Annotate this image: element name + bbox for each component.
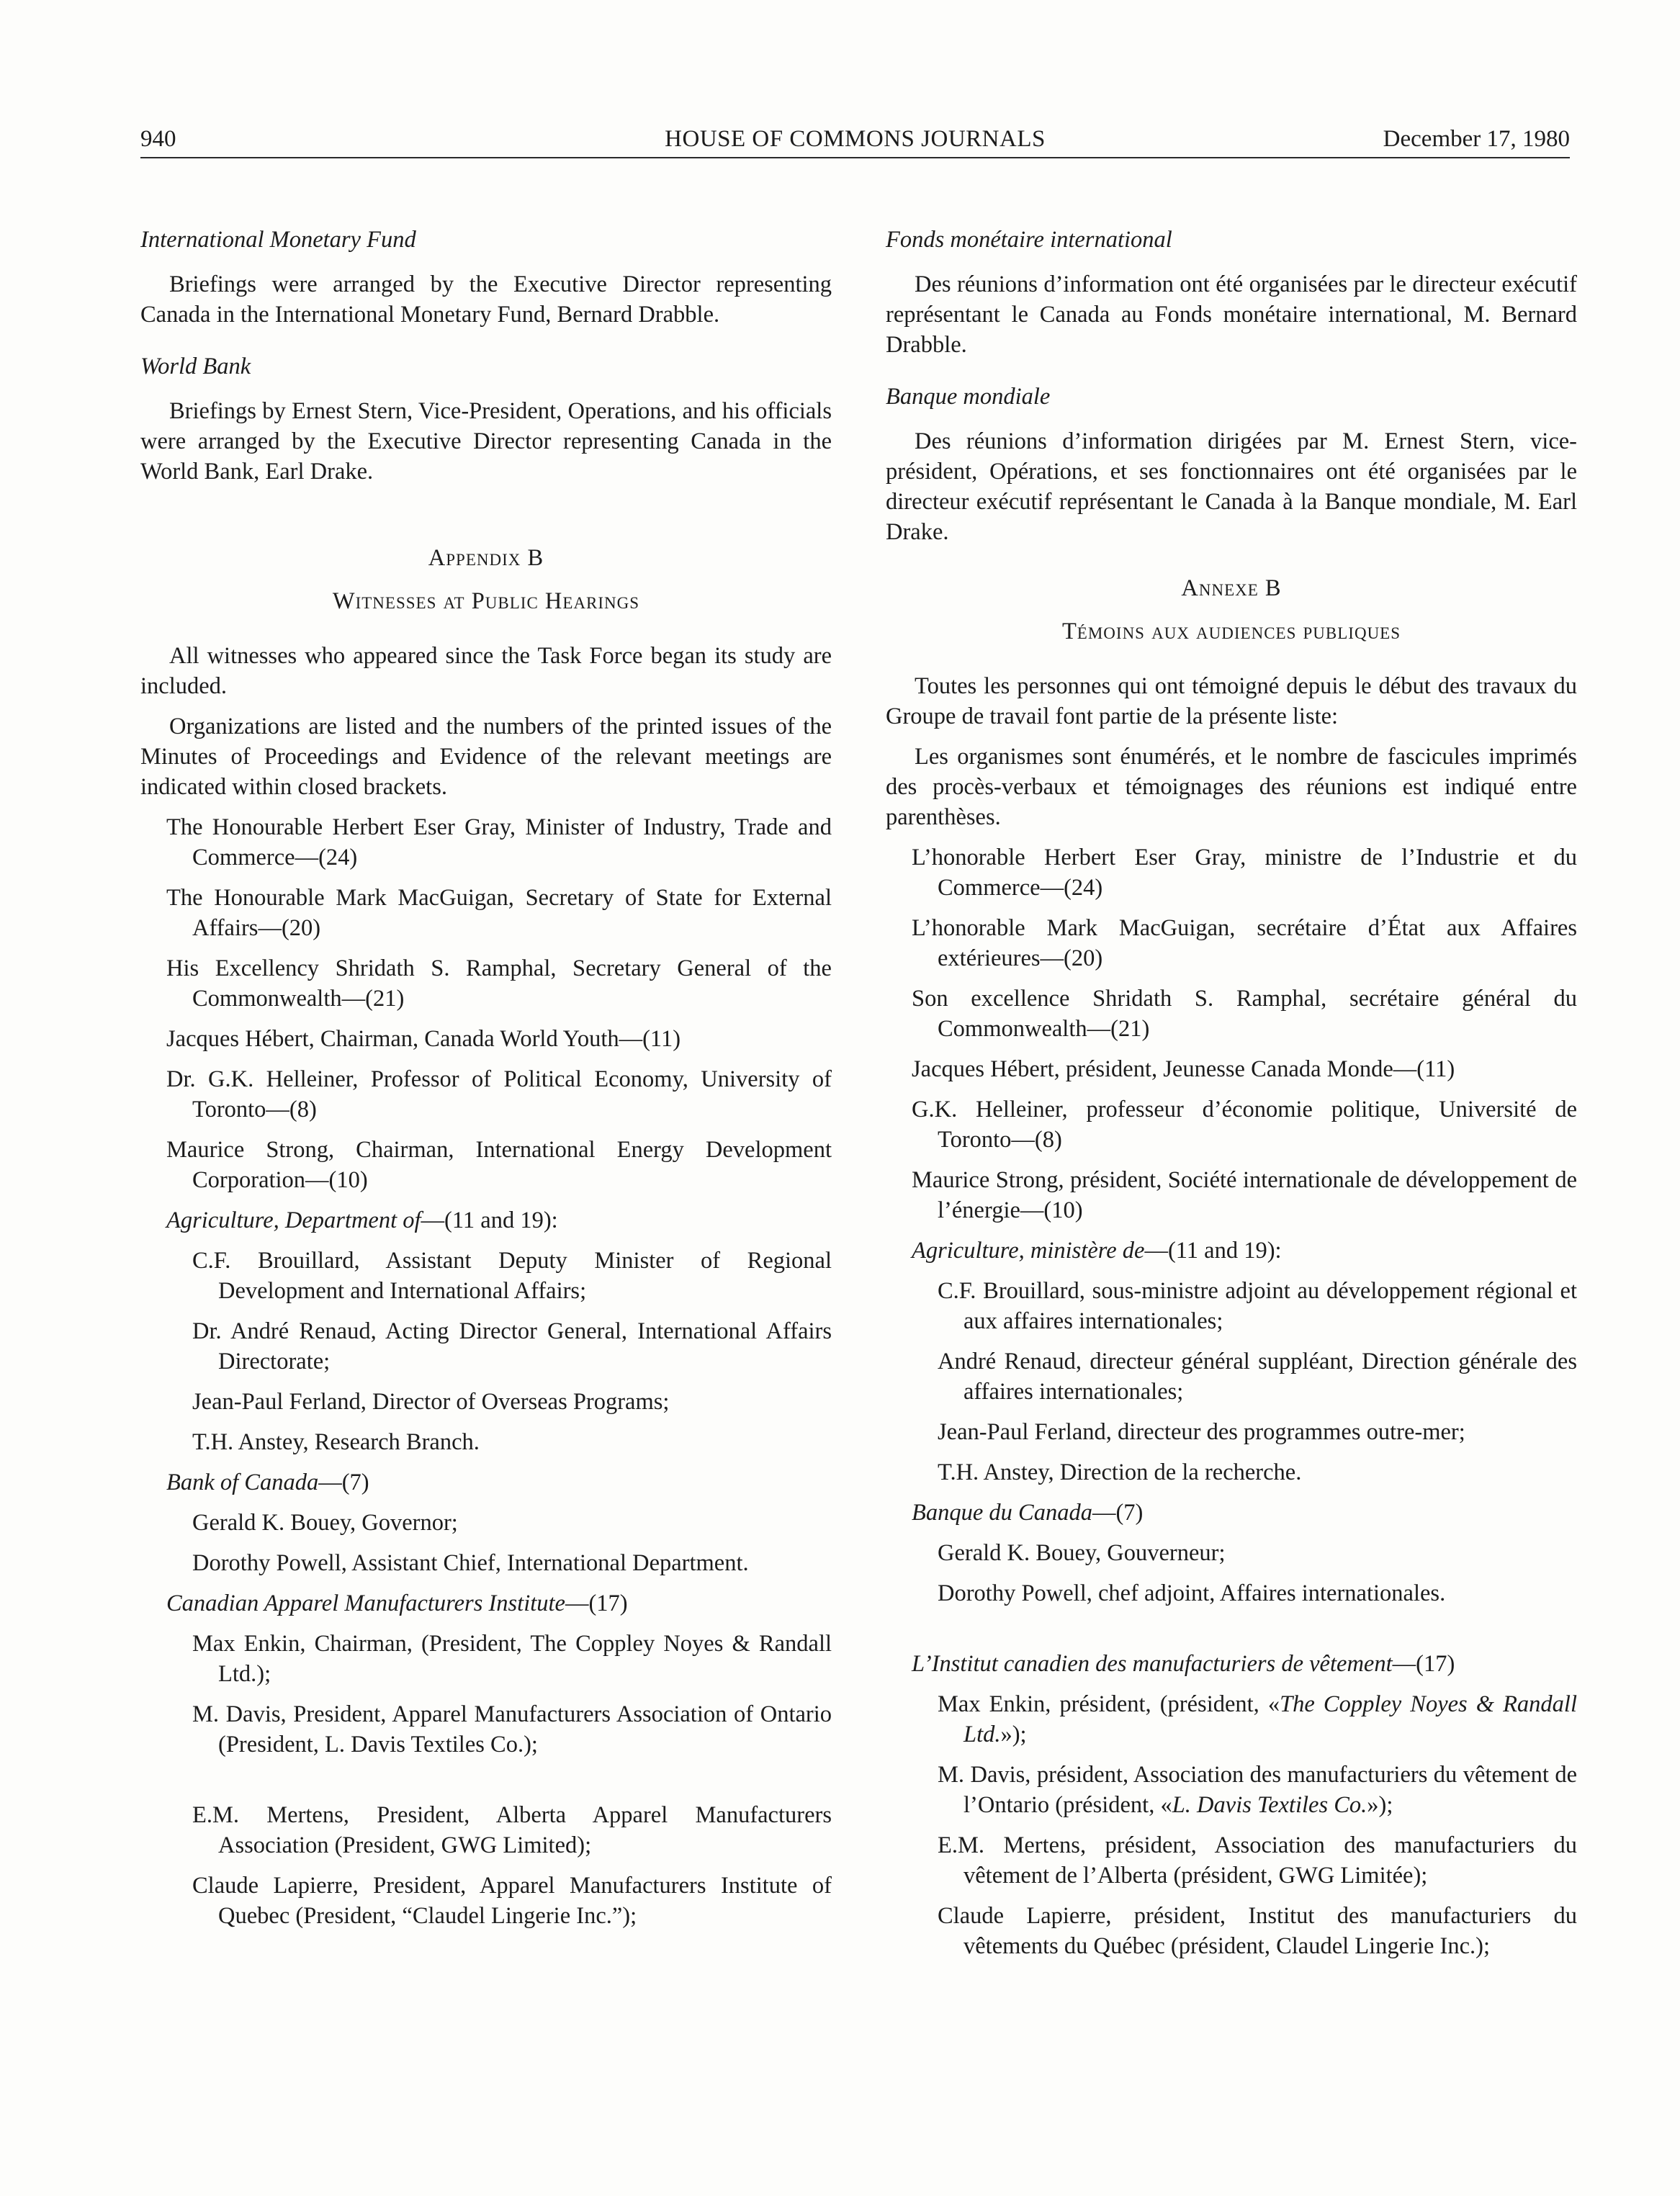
witness-entry: E.M. Mertens, President, Alberta Apparel Manufacturers Association (President, GWG Limited);: [192, 1802, 832, 1858]
section-title-world-bank: World Bank: [140, 354, 251, 379]
organization-heading: [166, 1205, 832, 1236]
organization-name: Agriculture, ministère de: [912, 1238, 1145, 1264]
witness-entry: Son excellence Shridath S. Ramphal, secrétaire général du Commonwealth—(21): [912, 986, 1577, 1042]
issue-numbers: —(11 and 19):: [1144, 1238, 1282, 1264]
company-name: The Coppley Noyes & Randall Ltd.: [963, 1691, 1577, 1747]
witness-entry: L’honorable Mark MacGuigan, secrétaire d’État aux Affaires extérieures—(20): [912, 915, 1577, 971]
english-column: [140, 225, 832, 1941]
issue-numbers: —(7): [1092, 1500, 1144, 1526]
organization-heading: [166, 1467, 832, 1498]
witness-entry: T.H. Anstey, Direction de la recherche.: [938, 1459, 1302, 1485]
imf-paragraph: Des réunions d’information ont été organisées par le directeur exécutif représentant le Canada au Fonds monétaire international, M. Bernard Drabble.: [886, 271, 1577, 358]
witness-entry: G.K. Helleiner, professeur d’économie politique, Université de Toronto—(8): [912, 1097, 1577, 1153]
section-title-imf: Fonds monétaire international: [886, 227, 1172, 253]
imf-paragraph: Briefings were arranged by the Executive Director representing Canada in the International Monetary Fund, Bernard Drabble.: [140, 271, 832, 328]
page-number: 940: [140, 126, 176, 152]
organization-name: Canadian Apparel Manufacturers Institute: [166, 1590, 565, 1616]
intro-paragraph-2: Les organismes sont énumérés, et le nombre de fascicules imprimés des procès-verbaux et témoignages des réunions est indiqué entre parenthèses.: [886, 744, 1577, 830]
witness-entry: Dr. G.K. Helleiner, Professor of Political Economy, University of Toronto—(8): [166, 1066, 832, 1122]
witness-entry: Jacques Hébert, Chairman, Canada World Youth—(11): [166, 1026, 681, 1052]
witness-entry: The Honourable Herbert Eser Gray, Minister of Industry, Trade and Commerce—(24): [166, 814, 832, 870]
witness-entry: Jean-Paul Ferland, directeur des programmes outre-mer;: [938, 1419, 1465, 1445]
intro-paragraph-1: Toutes les personnes qui ont témoigné depuis le début des travaux du Groupe de travail font partie de la présente liste:: [886, 673, 1577, 729]
page-header: [140, 124, 1570, 158]
organization-heading: [912, 1649, 1577, 1679]
organization-heading: [912, 1236, 1577, 1266]
organization-name: L’Institut canadien des manufacturiers de vêtement: [912, 1651, 1393, 1677]
witness-entry: Claude Lapierre, président, Institut des manufacturiers du vêtements du Québec (président, Claudel Lingerie Inc.);: [938, 1903, 1577, 1959]
section-title-imf: International Monetary Fund: [140, 227, 416, 253]
witness-entry: L’honorable Herbert Eser Gray, ministre de l’Industrie et du Commerce—(24): [912, 845, 1577, 901]
intro-paragraph-1: All witnesses who appeared since the Task Force began its study are included.: [140, 643, 832, 699]
page-date: December 17, 1980: [1383, 126, 1570, 152]
entry-text: M. Davis, président, Association des manufacturiers du vêtement de l’Ontario (président, «: [938, 1762, 1577, 1818]
witness-entry: Dorothy Powell, chef adjoint, Affaires internationales.: [938, 1580, 1446, 1606]
witness-entry: [938, 1760, 1577, 1820]
witness-entry: His Excellency Shridath S. Ramphal, Secretary General of the Commonwealth—(21): [166, 955, 832, 1012]
witness-entry: Dr. André Renaud, Acting Director General, International Affairs Directorate;: [192, 1318, 832, 1374]
world-bank-paragraph: Des réunions d’information dirigées par M. Ernest Stern, vice-président, Opérations, et ses fonctionnaires ont été organisées par le directeur exécutif représentant le Canada à la Banque mondiale, M. Earl Drake.: [886, 428, 1577, 545]
witness-entry: Maurice Strong, président, Société internationale de développement de l’énergie—(10): [912, 1167, 1577, 1223]
witness-entry: T.H. Anstey, Research Branch.: [192, 1429, 480, 1455]
appendix-subheading: Témoins aux audiences publiques: [1061, 618, 1401, 644]
appendix-heading: Annexe B: [1181, 575, 1282, 601]
intro-paragraph-2: Organizations are listed and the numbers of the printed issues of the Minutes of Proceedings and Evidence of the relevant meetings are indicated within closed brackets.: [140, 714, 832, 800]
organization-heading: [912, 1498, 1577, 1528]
issue-numbers: —(17): [565, 1590, 628, 1616]
organization-name: Bank of Canada: [166, 1470, 319, 1495]
witness-entry: André Renaud, directeur général suppléant, Direction générale des affaires internationales;: [938, 1349, 1577, 1405]
witness-entry: C.F. Brouillard, sous-ministre adjoint au développement régional et aux affaires internationales;: [938, 1278, 1577, 1334]
organization-name: Banque du Canada: [912, 1500, 1092, 1526]
section-title-world-bank: Banque mondiale: [886, 384, 1051, 410]
witness-entry: The Honourable Mark MacGuigan, Secretary of State for External Affairs—(20): [166, 885, 832, 941]
witness-entry: Jean-Paul Ferland, Director of Overseas Programs;: [192, 1389, 670, 1415]
witness-entry: M. Davis, President, Apparel Manufacturers Association of Ontario (President, L. Davis Textiles Co.);: [192, 1701, 832, 1758]
witness-entry: Gerald K. Bouey, Governor;: [192, 1510, 458, 1536]
organization-heading: [166, 1588, 832, 1619]
journal-title: HOUSE OF COMMONS JOURNALS: [665, 126, 1046, 152]
issue-numbers: —(7): [318, 1470, 369, 1495]
appendix-heading: Appendix B: [428, 545, 544, 571]
issue-numbers: —(17): [1392, 1651, 1455, 1677]
witness-entry: [938, 1689, 1577, 1750]
witness-entry: Gerald K. Bouey, Gouverneur;: [938, 1540, 1226, 1566]
witness-entry: E.M. Mertens, président, Association des manufacturiers du vêtement de l’Alberta (président, GWG Limitée);: [938, 1832, 1577, 1889]
entry-text: »);: [1367, 1792, 1393, 1818]
witness-entry: C.F. Brouillard, Assistant Deputy Minister of Regional Development and International Affairs;: [192, 1248, 832, 1304]
witness-entry: Jacques Hébert, président, Jeunesse Canada Monde—(11): [912, 1056, 1455, 1082]
world-bank-paragraph: Briefings by Ernest Stern, Vice-President, Operations, and his officials were arranged by the Executive Director representing Canada in the World Bank, Earl Drake.: [140, 398, 832, 485]
organization-name: Agriculture, Department of: [166, 1207, 421, 1233]
appendix-subheading: Witnesses at Public Hearings: [332, 588, 640, 614]
witness-entry: Claude Lapierre, President, Apparel Manufacturers Institute of Quebec (President, “Claudel Lingerie Inc.”);: [192, 1873, 832, 1929]
french-column: [886, 225, 1577, 1971]
witness-entry: Max Enkin, Chairman, (President, The Coppley Noyes & Randall Ltd.);: [192, 1631, 832, 1687]
entry-text: »);: [1000, 1722, 1027, 1747]
witness-entry: Dorothy Powell, Assistant Chief, International Department.: [192, 1550, 749, 1576]
company-name: L. Davis Textiles Co.: [1172, 1792, 1367, 1818]
issue-numbers: —(11 and 19):: [421, 1207, 558, 1233]
entry-text: Max Enkin, président, (président, «: [938, 1691, 1280, 1717]
witness-entry: Maurice Strong, Chairman, International Energy Development Corporation—(10): [166, 1137, 832, 1193]
